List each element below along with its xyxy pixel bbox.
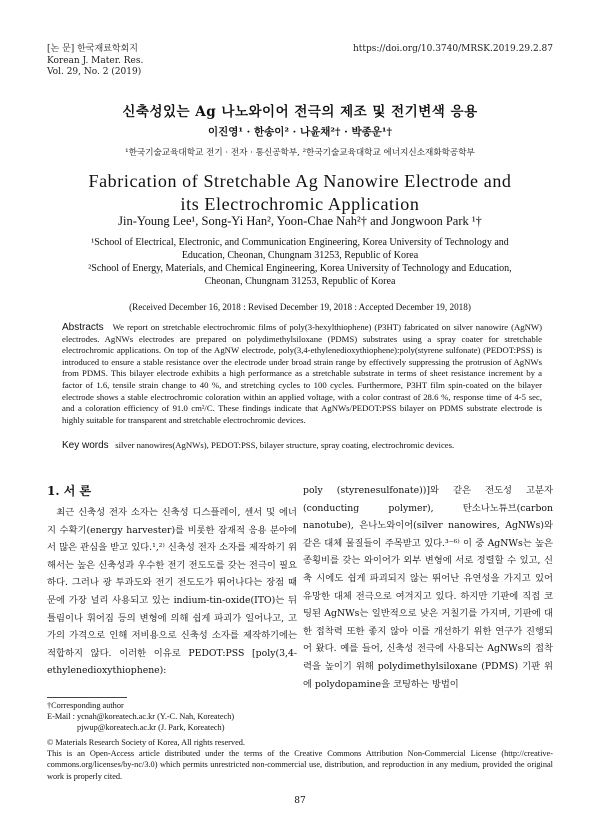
email-line-1: E-Mail : ycnah@koreatech.ac.kr (Y.-C. Nah, Koreatech) [47,712,235,721]
body-left-column [47,504,297,690]
english-title-line2: its Electrochromic Application [180,194,420,214]
korean-authors: 이진영¹ · 한송이² · 나윤채²† · 박종운¹† [208,126,392,138]
copyright-line: © Materials Research Society of Korea, All rights reserved. [47,738,245,747]
body-right-paragraph: poly (styrenesulfonate))]와 같은 전도성 고분자(conducting polymer), 탄소나노튜브(carbon nanotube), 은나노와이어(silver nanowires, AgNWs)와 같은 대체 물질들이 주목받고 있다.³⁻⁶⁾ 이 중 AgNWs는 높은 종횡비를 갖는 와이어가 외부 변형에 서로 정렬할 수 있고, 신축 시에도 쉽게 파괴되지 않는 뛰어난 유연성을 가지고 있어 유망한 대체 전극으로 여겨지고 있다. 하지만 기판에 직접 코팅된 AgNWs는 일반적으로 낮은 거칠기를 가지며, 기판에 대한 접착력 또한 좋지 않아 이를 개선하기 위한 연구가 진행되어 왔다. 예를 들어, 신축성 전극에 사용되는 AgNWs의 접착력을 높이기 위해 polydimethylsiloxane (PDMS) 기판 위에 polydopamine을 코팅하는 방법이 [303,485,553,690]
journal-name-korean: [논 문] 한국재료학회지 [47,44,138,54]
email-line-2: pjwup@koreatech.ac.kr (J. Park, Koreatech) [77,723,225,732]
keywords-label: Key words [62,440,109,451]
section-heading: 1. 서 론 [47,484,92,498]
received-dates: (Received December 16, 2018 : Revised December 19, 2018 : Accepted December 19, 2018) [129,302,471,312]
journal-header [47,44,143,79]
english-authors: Jin-Young Lee¹, Song-Yi Han², Yoon-Chae Nah²† and Jongwoon Park ¹† [118,214,482,228]
abstract-text: We report on stretchable electrochromic films of poly(3-hexylthiophene) (P3HT) fabricated on silver nanowire (AgNW) electrodes. AgNWs electrodes are prepared on polydimethylsiloxane (PDMS) substrates using a spray coater for stretchable electrochromic applications. On top of the AgNW electrode, poly(3,4-ethylenedioxythiophene):poly(styrene sulfonate) (PEDOT:PSS) is introduced to ensure a stable resistance over the electrode under broad strain range by effectively suppressing the protrusion of AgNWs from PDMS. This bilayer electrode exhibits a high performance as a stretchable substrate in terms of sheet resistance increment by a factor of 1.6, tensile strain change to 40 %, and stretching cycles to 100 cycles. Furthermore, P3HT film spin-coated on the bilayer electrode shows a stable electrochromic coloration within an applied voltage, with a color contrast of 28.6 %, response time of 4-5 sec, and a coloration efficiency of 91.0 cm²/C. These findings indicate that AgNWs/PEDOT:PSS bilayer on PDMS substrate electrode is highly suitable for transparent and stretchable electrochromic devices. [62,322,543,425]
journal-volume: Vol. 29, No. 2 (2019) [47,67,142,77]
abstract-label: Abstracts [62,322,104,333]
doi-link[interactable]: https://doi.org/10.3740/MRSK.2019.29.2.87 [352,44,553,54]
body-right-column [303,482,553,690]
english-title [0,170,600,216]
footnotes [47,700,234,733]
affiliation-1 [40,236,560,262]
license-text: This is an Open-Access article distributed under the terms of the Creative Commons Attribution Non-Commercial License (http://creative-commons.org/licenses/by-nc/3.0) which permits unrestricted non-commercial use, distribution, and reproduction in any medium, provided the original work is properly cited. [47,749,553,781]
affiliation-1-line2: Education, Cheonan, Chungnam 31253, Republic of Korea [181,250,419,261]
affiliation-2 [40,262,560,288]
keywords [62,440,542,451]
license-block [47,737,553,782]
page-number: 87 [294,796,306,806]
abstract [62,322,542,426]
corresponding-author: †Corresponding author [47,701,124,710]
body-left-paragraph: 최근 신축성 전자 소자는 신축성 디스플레이, 센서 및 에너지 수확기(energy harvester)를 비롯한 잠재적 응용 분야에서 많은 관심을 받고 있다.¹,²⁾ 신축성 전자 소자를 제작하기 위해서는 높은 신축성과 우수한 전기 전도도를 갖는 전극이 필요하다. 그러나 광 투과도와 전기 전도도가 뛰어나다는 장점 때문에 가장 널리 사용되고 있는 indium-tin-oxide(ITO)는 뒤틀림이나 휘어짐 등의 변형에 의해 쉽게 파괴가 일어나고, 고가의 가격으로 인해 저비용으로 신축성 소자를 제작하기에는 적합하지 않다. 이러한 이유로 PEDOT:PSS [poly(3,4-ethylenedioxythiophene): [47,507,297,677]
affiliation-2-line2: Cheonan, Chungnam 31253, Republic of Korea [204,276,396,287]
korean-affiliation: ¹한국기술교육대학교 전기 · 전자 · 통신공학부, ²한국기술교육대학교 에너지신소재화학공학부 [125,148,475,158]
journal-name-english: Korean J. Mater. Res. [47,55,144,66]
korean-title: 신축성있는 Ag 나노와이어 전극의 제조 및 전기변색 응용 [122,104,478,120]
affiliation-2-line1: ²School of Energy, Materials, and Chemical Engineering, Korea University of Technology and Education, [88,263,512,274]
keywords-text: silver nanowires(AgNWs), PEDOT:PSS, bilayer structure, spray coating, electrochromic devices. [115,440,455,450]
affiliation-1-line1: ¹School of Electrical, Electronic, and Communication Engineering, Korea University of Technology and [91,237,509,248]
english-title-line1: Fabrication of Stretchable Ag Nanowire Electrode and [88,171,512,191]
footnote-rule [47,697,127,698]
